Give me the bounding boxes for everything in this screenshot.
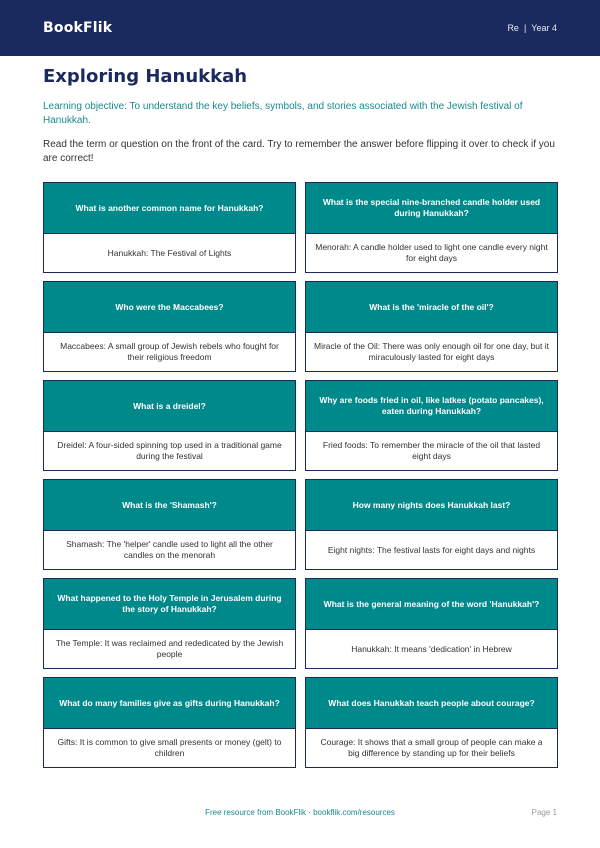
flashcard[interactable]: [43, 182, 296, 273]
flashcard-answer: Fried foods: To remember the miracle of the oil that lasted eight days: [306, 431, 557, 470]
flashcard-answer: Shamash: The 'helper' candle used to light all the other candles on the menorah: [44, 530, 295, 569]
flashcard[interactable]: [305, 281, 558, 372]
year-label: Year 4: [531, 23, 557, 33]
flashcard-question: What is the 'miracle of the oil'?: [306, 282, 557, 332]
flashcard-question: Why are foods fried in oil, like latkes (potato pancakes), eaten during Hanukkah?: [306, 381, 557, 431]
top-header-bar: [0, 0, 600, 56]
flashcard-question: What is the general meaning of the word 'Hanukkah'?: [306, 579, 557, 629]
meta-separator: |: [523, 23, 527, 33]
instructions-text: Read the term or question on the front of the card. Try to remember the answer before flipping it over to check if you are correct!: [43, 139, 555, 164]
flashcard[interactable]: [305, 182, 558, 273]
flashcard[interactable]: [305, 578, 558, 669]
flashcard-answer: Hanukkah: The Festival of Lights: [44, 233, 295, 272]
flashcard[interactable]: [305, 479, 558, 570]
flashcard[interactable]: [43, 677, 296, 768]
flashcard-answer: Miracle of the Oil: There was only enough oil for one day, but it miraculously lasted for eight days: [306, 332, 557, 371]
subject-year-meta: [507, 23, 557, 33]
page-title: Exploring Hanukkah: [43, 66, 248, 87]
flashcard-question: What is a dreidel?: [44, 381, 295, 431]
flashcard-answer: Maccabees: A small group of Jewish rebels who fought for their religious freedom: [44, 332, 295, 371]
flashcard-answer: Dreidel: A four-sided spinning top used in a traditional game during the festival: [44, 431, 295, 470]
footer-text[interactable]: Free resource from BookFlik · bookflik.com/resources: [205, 808, 395, 817]
flashcard-grid: [43, 182, 558, 768]
flashcard[interactable]: [305, 380, 558, 471]
flashcard[interactable]: [43, 281, 296, 372]
flashcard-question: Who were the Maccabees?: [44, 282, 295, 332]
learning-objective: Learning objective: To understand the key beliefs, symbols, and stories associated with the Jewish festival of Hanukkah.: [43, 101, 523, 126]
flashcard-answer: Courage: It shows that a small group of people can make a big difference by standing up for their beliefs: [306, 728, 557, 767]
brand-logo: BookFlik: [43, 20, 113, 36]
flashcard[interactable]: [43, 380, 296, 471]
flashcard-question: What is another common name for Hanukkah?: [44, 183, 295, 233]
flashcard-answer: Gifts: It is common to give small presents or money (gelt) to children: [44, 728, 295, 767]
flashcard-question: How many nights does Hanukkah last?: [306, 480, 557, 530]
flashcard-question: What do many families give as gifts during Hanukkah?: [44, 678, 295, 728]
flashcard-answer: Menorah: A candle holder used to light one candle every night for eight days: [306, 233, 557, 272]
flashcard[interactable]: [305, 677, 558, 768]
flashcard[interactable]: [43, 479, 296, 570]
flashcard[interactable]: [43, 578, 296, 669]
flashcard-answer: Hanukkah: It means 'dedication' in Hebrew: [306, 629, 557, 668]
flashcard-answer: The Temple: It was reclaimed and rededicated by the Jewish people: [44, 629, 295, 668]
flashcard-question: What happened to the Holy Temple in Jerusalem during the story of Hanukkah?: [44, 579, 295, 629]
flashcard-answer: Eight nights: The festival lasts for eight days and nights: [306, 530, 557, 569]
flashcard-question: What does Hanukkah teach people about courage?: [306, 678, 557, 728]
subject-label: Re: [507, 23, 519, 33]
flashcard-question: What is the special nine-branched candle holder used during Hanukkah?: [306, 183, 557, 233]
page-number: Page 1: [531, 808, 557, 817]
flashcard-question: What is the 'Shamash'?: [44, 480, 295, 530]
